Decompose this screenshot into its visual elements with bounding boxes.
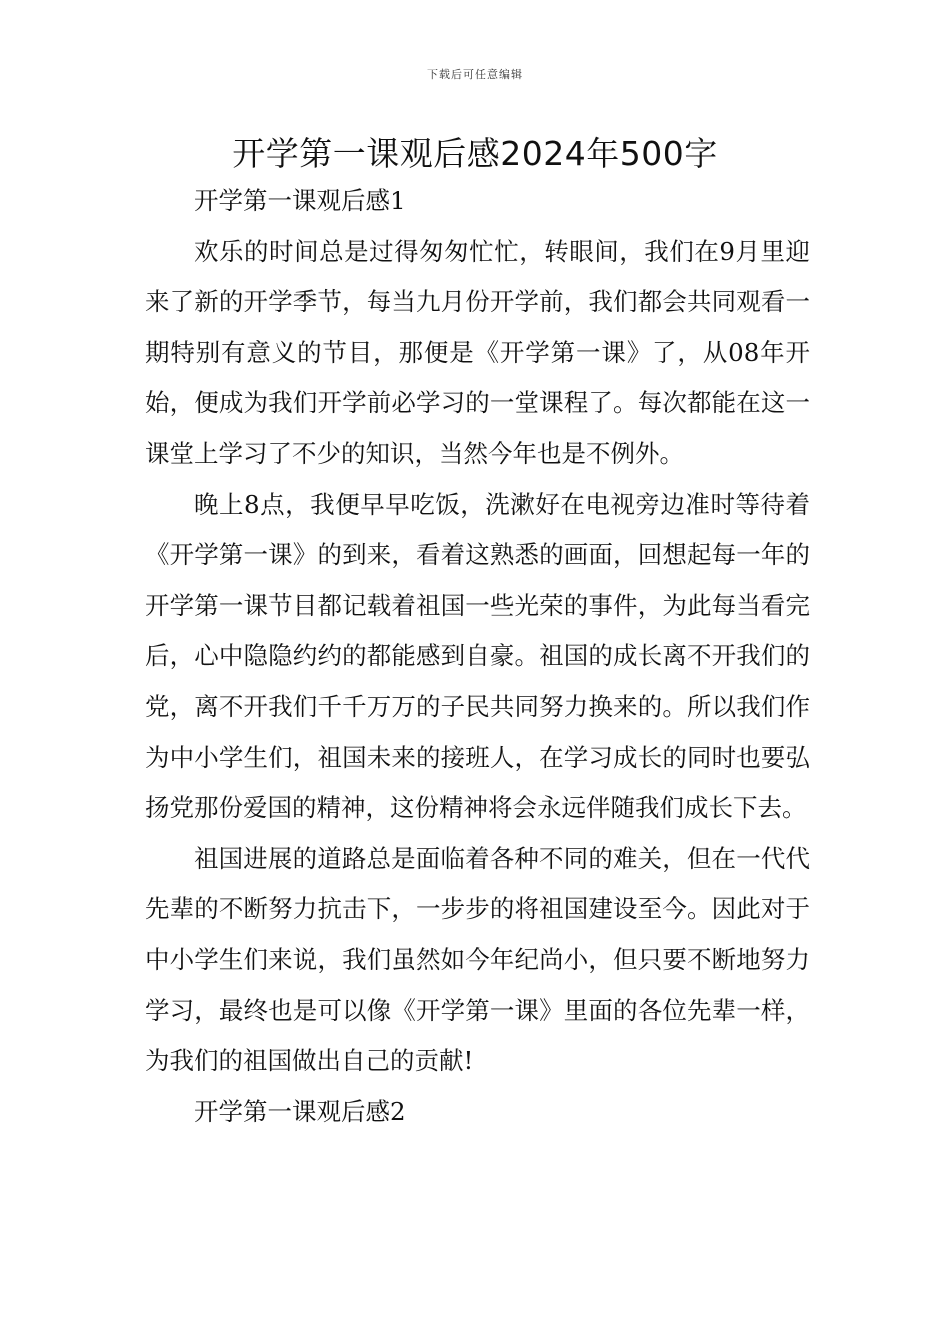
document-body bbox=[145, 176, 810, 1137]
document-title: 开学第一课观后感2024年500字 bbox=[232, 134, 718, 173]
paragraph: 祖国进展的道路总是面临着各种不同的难关，但在一代代先辈的不断努力抗击下，一步步的将祖国建设至今。因此对于中小学生们来说，我们虽然如今年纪尚小，但只要不断地努力学习，最终也是可以像《开学第一课》里面的各位先辈一样，为我们的祖国做出自己的贡献! bbox=[145, 843, 810, 1076]
paragraph: 欢乐的时间总是过得匆匆忙忙，转眼间，我们在9月里迎来了新的开学季节，每当九月份开学前，我们都会共同观看一期特别有意义的节目，那便是《开学第一课》了，从08年开始，便成为我们开学前必学习的一堂课程了。每次都能在这一课堂上学习了不少的知识，当然今年也是不例外。 bbox=[145, 236, 810, 468]
section-heading-2: 开学第一课观后感2 bbox=[194, 1096, 406, 1126]
section-heading-1: 开学第一课观后感1 bbox=[194, 186, 406, 215]
header-note: 下载后可任意编辑 bbox=[427, 68, 523, 81]
paragraph: 晚上8点，我便早早吃饭，洗漱好在电视旁边准时等待着《开学第一课》的到来，看着这熟悉的画面，回想起每一年的开学第一课节目都记载着祖国一些光荣的事件，为此每当看完后，心中隐隐约约的都能感到自豪。祖国的成长离不开我们的党，离不开我们千千万万的子民共同努力换来的。所以我们作为中小学生们，祖国未来的接班人，在学习成长的同时也要弘扬党那份爱国的精神，这份精神将会永远伴随我们成长下去。 bbox=[145, 489, 810, 823]
